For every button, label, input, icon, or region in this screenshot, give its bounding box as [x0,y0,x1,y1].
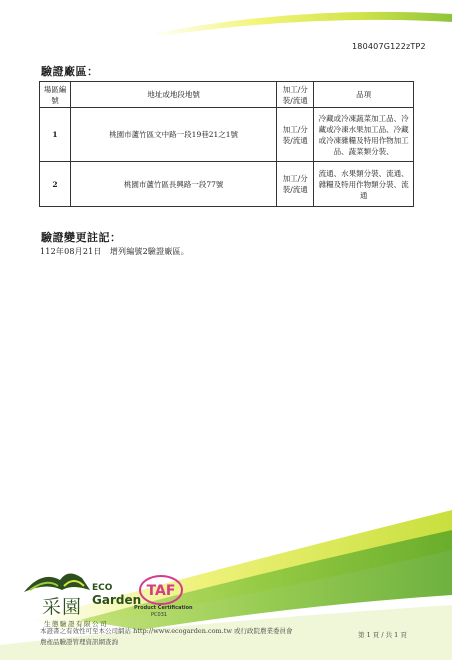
row-address: 桃園市蘆竹區長興路一段77號 [70,162,276,207]
col-header-items: 品項 [314,82,414,108]
logo-name: 采園 [42,596,83,618]
footer-verify-line: 本證書之有效性可至本公司網站 http://www.ecogarden.com.tw 或行政院農業委員會 [40,627,293,635]
document-code: 180407G122zTP2 [352,42,426,51]
factory-table [39,81,414,207]
page-number: 第 1 頁 / 共 1 頁 [358,631,407,639]
col-header-address: 地址或地段地號 [70,82,276,108]
table-row [40,162,414,207]
row-items: 冷藏或冷凍蔬菜加工品、冷藏或冷凍水果加工品、冷藏或冷凍雜糧及特用作物加工品、蔬菜類分裝、 [314,108,414,162]
table-row [40,108,414,162]
change-note: 112年08月21日 增列編號2驗證廠區。 [40,247,189,256]
taf-code: PC031 [151,612,168,618]
row-no: 1 [40,108,71,162]
row-activity: 加工/分裝/流通 [277,108,314,162]
col-header-activity: 加工/分裝/流通 [277,82,314,108]
table-header-row [40,82,414,108]
logo-subtitle: 生態驗證有限公司 [44,620,108,628]
row-address: 桃園市蘆竹區文中路一段19巷21之1號 [70,108,276,162]
taf-mark: TAF [146,583,176,599]
top-swoosh-decoration [0,0,452,60]
row-items: 流通、水果類分裝、流通、雜糧及特用作物類分裝、流通 [314,162,414,207]
taf-caption: Product Certification [134,605,193,611]
change-section-title: 驗證變更註記： [41,231,122,244]
footer-verify-line-2: 農產品驗證管理資訊網查詢 [40,638,118,646]
row-activity: 加工/分裝/流通 [277,162,314,207]
row-no: 2 [40,162,71,207]
logo-garden-text: Garden [92,593,142,607]
factory-section-title: 驗證廠區： [41,65,99,78]
col-header-no: 場區編號 [40,82,71,108]
logo-eco-text: ECO [92,583,113,593]
